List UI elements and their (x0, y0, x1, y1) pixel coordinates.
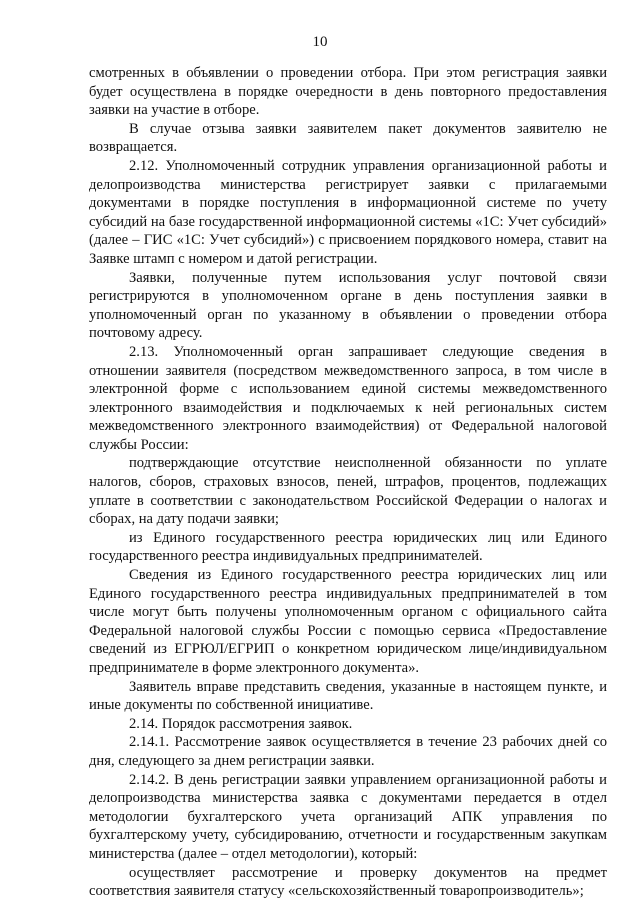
paragraph-2-14: 2.14. Порядок рассмотрения заявок. (129, 715, 353, 732)
page-number: 10 (312, 34, 328, 50)
paragraph-2-14-2: 2.14.2. В день регистрации заявки управлением организационной работы и делопроизводства министерства заявка с документами передается в отдел методологии бухгалтерского учета организаций АПК управления по бухгалтерскому учету, субсидированию, отчетности и государственным закупкам министерства (далее – отдел методологии), который: (89, 771, 607, 862)
paragraph-2-12: 2.12. Уполномоченный сотрудник управления организационной работы и делопроизводства министерства регистрирует заявки с прилагаемыми документами в порядке поступления в информационной системе по учету субсидий на базе государственной информационной системы «1С: Учет субсидий» (далее – ГИС «1С: Учет субсидий») с присвоением порядкового номера, ставит на Заявке штамп с номером и датой регистрации. (89, 157, 607, 267)
paragraph-status-check: осуществляет рассмотрение и проверку документов на предмет соответствия заявителя статусу «сельскохозяйственный товаропроизводитель»; (89, 864, 607, 900)
document-body (89, 64, 607, 901)
paragraph-continuation: смотренных в объявлении о проведении отбора. При этом регистрация заявки будет осуществлена в порядке очередности в день повторного предоставления заявки на участие в отборе. (89, 65, 607, 119)
paragraph-applicant-right: Заявитель вправе представить сведения, указанные в настоящем пункте, и иные документы по собственной инициативе. (89, 678, 607, 714)
paragraph-2-14-1: 2.14.1. Рассмотрение заявок осуществляется в течение 23 рабочих дней со дня, следующего за днем регистрации заявки. (89, 734, 607, 769)
paragraph-2-13: 2.13. Уполномоченный орган запрашивает следующие сведения в отношении заявителя (посредством межведомственного запроса, в том числе в электронной форме с использованием единой системы межведомственного электронного взаимодействия и подключаемых к ней региональных систем межведомственного электронного взаимодействия) от Федеральной налоговой службы России: (89, 343, 607, 453)
paragraph-withdrawal: В случае отзыва заявки заявителем пакет документов заявителю не возвращается. (89, 120, 607, 156)
paragraph-registry-info: Сведения из Единого государственного реестра юридических лиц или Единого государственного реестра индивидуальных предпринимателей в том числе могут быть получены уполномоченным органом с официального сайта Федеральной налоговой службы России с помощью сервиса «Предоставление сведений из ЕГРЮЛ/ЕГРИП о конкретном юридическом лице/индивидуальном предпринимателе в форме электронного документа». (89, 567, 607, 676)
paragraph-state-registry: из Единого государственного реестра юридических лиц или Единого государственного реестра индивидуальных предпринимателей. (89, 529, 607, 565)
paragraph-tax-obligations: подтверждающие отсутствие неисполненной обязанности по уплате налогов, сборов, страховых взносов, пеней, штрафов, процентов, подлежащих уплате в соответствии с законодательством Российской Федерации о налогах и сборах, на дату подачи заявки; (89, 455, 607, 528)
paragraph-postal-applications: Заявки, полученные путем использования услуг почтовой связи регистрируются в уполномоченном органе в день поступления заявки в уполномоченный орган по указанному в объявлении о проведении отбора почтовому адресу. (89, 269, 607, 342)
